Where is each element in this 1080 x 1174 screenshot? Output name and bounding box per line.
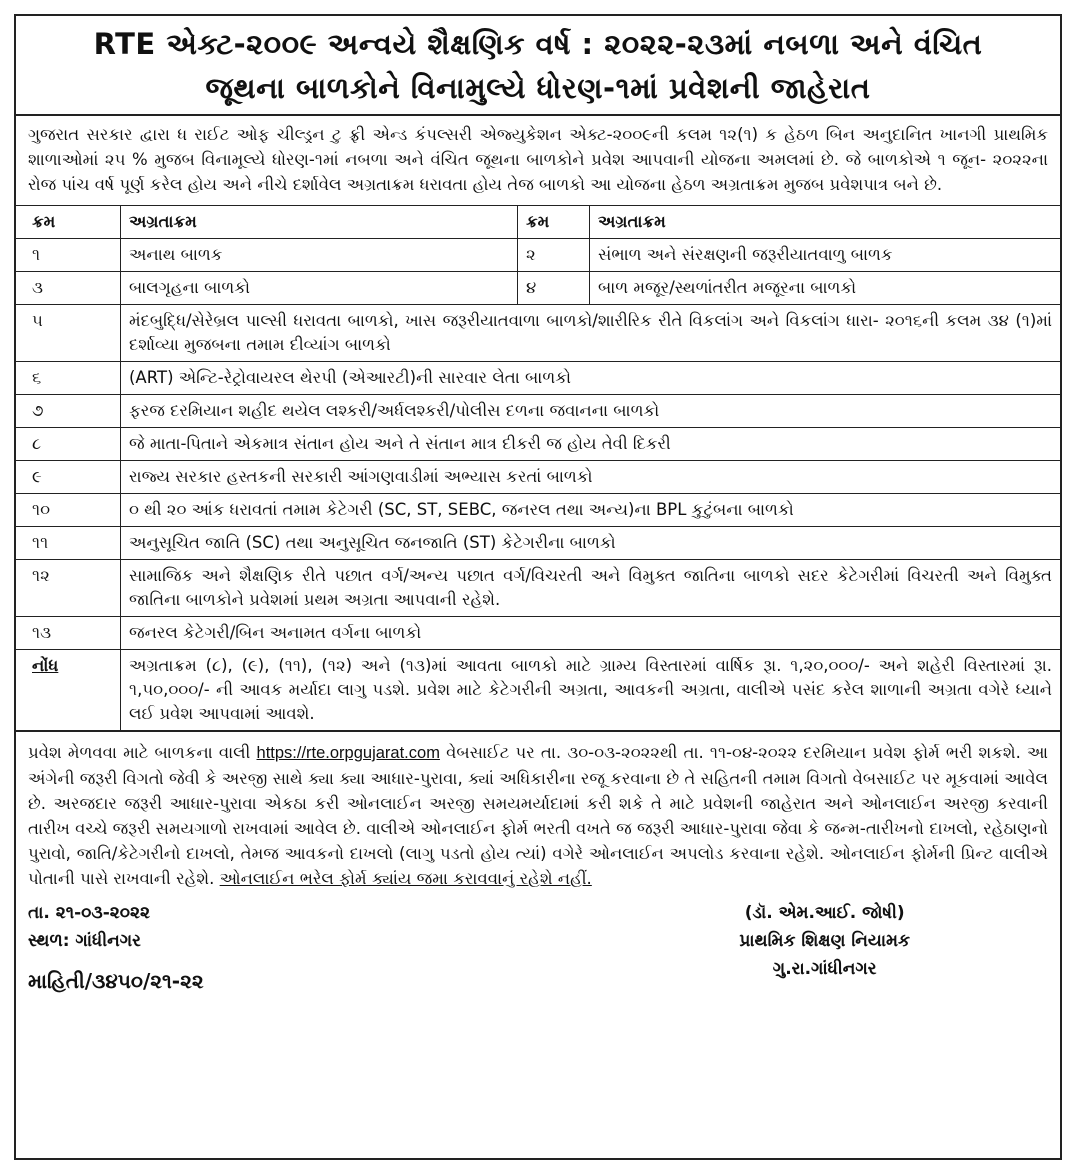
table-row xyxy=(16,560,1060,617)
table-row xyxy=(16,272,1060,305)
footer xyxy=(16,895,1060,993)
info-code: માહિતી/૩૪૫૦/૨૧-૨૨ xyxy=(28,969,204,993)
header-no: ક્રમ xyxy=(16,206,121,239)
process-text-1: પ્રવેશ મેળવવા માટે બાળકના વાલી xyxy=(28,743,257,762)
row-text: જે માતા-પિતાને એકમાત્ર સંતાન હોય અને તે સંતાન માત્ર દીકરી જ હોય તેવી દિકરી xyxy=(121,428,1061,461)
row-no: ૧૧ xyxy=(16,527,121,560)
header-priority-2: અગ્રતાક્રમ xyxy=(590,206,1061,239)
row-text: બાળ મજૂર/સ્થળાંતરીત મજૂરના બાળકો xyxy=(590,272,1061,305)
title-line-1: RTE એક્ટ-૨૦૦૯ અન્વયે શૈક્ષણિક વર્ષ : ૨૦૨૨-૨૩માં નબળા અને વંચિત xyxy=(93,27,983,61)
table-row xyxy=(16,305,1060,362)
row-text: અનાથ બાળક xyxy=(121,239,518,272)
row-no: ૭ xyxy=(16,395,121,428)
date-text: તા. ૨૧-૦૩-૨૦૨૨ xyxy=(28,903,150,923)
signatory-office: ગુ.રા.ગાંધીનગર xyxy=(772,959,877,979)
row-no: ૮ xyxy=(16,428,121,461)
row-text: સંભાળ અને સંરક્ષણની જરૂરીયાતવાળુ બાળક xyxy=(590,239,1061,272)
row-no: ૨ xyxy=(518,239,590,272)
row-text: (ART) એન્ટિ-રેટ્રોવાયરલ થેરપી (એઆરટી)ની સારવાર લેતા બાળકો xyxy=(121,362,1061,395)
page-title xyxy=(16,16,1060,116)
place-text: સ્થળ: ગાંધીનગર xyxy=(28,931,141,951)
header-no-2: ક્રમ xyxy=(518,206,590,239)
row-no: ૧ xyxy=(16,239,121,272)
note-row xyxy=(16,650,1060,731)
row-text: ફરજ દરમિયાન શહીદ થયેલ લશ્કરી/અર્ધલશ્કરી/પોલીસ દળના જવાનના બાળકો xyxy=(121,395,1061,428)
row-text: સામાજિક અને શૈક્ષણિક રીતે પછાત વર્ગ/અન્ય પછાત વર્ગ/વિચરતી અને વિમુક્ત જાતિના બાળકો સદર કેટેગરીમાં વિચરતી અને વિમુક્ત જાતિના બાળકોને પ્રવેશમાં પ્રથમ અગ્રતા આપવાની રહેશે. xyxy=(121,560,1061,617)
table-header-row xyxy=(16,206,1060,239)
table-row xyxy=(16,362,1060,395)
footer-left xyxy=(28,899,204,995)
priority-table xyxy=(16,206,1060,731)
row-text: રાજ્ય સરકાર હસ્તકની સરકારી આંગણવાડીમાં અભ્યાસ કરતાં બાળકો xyxy=(121,461,1061,494)
row-text: બાલગૃહના બાળકો xyxy=(121,272,518,305)
row-text: મંદબુદ્ધિ/સેરેબ્રલ પાલ્સી ધરાવતા બાળકો, ખાસ જરૂરીયાતવાળા બાળકો/શારીરિક રીતે વિકલાંગ અને વિકલાંગ ધારા- ૨૦૧૬ની કલમ ૩૪ (૧)માં દર્શાવ્યા મુજબના તમામ દીવ્યાંગ બાળકો xyxy=(121,305,1061,362)
table-row xyxy=(16,395,1060,428)
process-underlined-note: ઓનલાઈન ભરેલ ફોર્મ ક્યાંય જમા કરાવવાનું રહેશે નહીં. xyxy=(219,869,592,888)
row-no: ૧૨ xyxy=(16,560,121,617)
table-row xyxy=(16,461,1060,494)
table-row xyxy=(16,527,1060,560)
signatory-designation: પ્રાથમિક શિક્ષણ નિયામક xyxy=(739,931,910,951)
header-priority: અગ્રતાક્રમ xyxy=(121,206,518,239)
application-process xyxy=(16,731,1060,895)
advertisement xyxy=(14,14,1062,1160)
row-no: ૩ xyxy=(16,272,121,305)
note-text: અગ્રતાક્રમ (૮), (૯), (૧૧), (૧૨) અને (૧૩)માં આવતા બાળકો માટે ગ્રામ્ય વિસ્તારમાં વાર્ષિક રૂા. ૧,૨૦,૦૦૦/- અને શહેરી વિસ્તારમાં રૂા. ૧,૫૦,૦૦૦/- ની આવક મર્યાદા લાગુ પડશે. પ્રવેશ માટે કેટેગરીની અગ્રતા, આવકની અગ્રતા, વાલીએ પસંદ કરેલ શાળાની અગ્રતા વગેરે ધ્યાને લઈ પ્રવેશ આપવામાં આવશે. xyxy=(121,650,1061,731)
row-no: ૧૦ xyxy=(16,494,121,527)
row-no: ૬ xyxy=(16,362,121,395)
website-link[interactable]: https://rte.orpgujarat.com xyxy=(256,744,440,762)
table-row xyxy=(16,428,1060,461)
table-row xyxy=(16,617,1060,650)
row-no: ૯ xyxy=(16,461,121,494)
row-no: ૫ xyxy=(16,305,121,362)
row-no: ૪ xyxy=(518,272,590,305)
row-text: જનરલ કેટેગરી/બિન અનામત વર્ગના બાળકો xyxy=(121,617,1061,650)
table-row xyxy=(16,494,1060,527)
row-text: અનુસૂચિત જાતિ (SC) તથા અનુસૂચિત જનજાતિ (ST) કેટેગરીના બાળકો xyxy=(121,527,1061,560)
table-row xyxy=(16,239,1060,272)
row-text: ૦ થી ૨૦ આંક ધરાવતાં તમામ કેટેગરી (SC, ST, SEBC, જનરલ તથા અન્ય)ના BPL કુટુંબના બાળકો xyxy=(121,494,1061,527)
signatory-name: (ડૉ. એમ.આઈ. જોષી) xyxy=(744,903,905,923)
process-text-2: વેબસાઈટ પર તા. ૩૦-૦૩-૨૦૨૨થી તા. ૧૧-૦૪-૨૦૨૨ દરમિયાન પ્રવેશ ફોર્મ ભરી શકશે. આ અંગેની જરૂરી વિગતો જેવી કે અરજી સાથે ક્યા ક્યા આધાર-પુરાવા, ક્યાં અધિકારીના રજૂ કરવાના છે તે સહિતની તમામ વિગતો વેબસાઈટ પર મૂકવામાં આવેલ છે. અરજદાર જરૂરી આધાર-પુરાવા એકઠા કરી ઓનલાઈન અરજી સમયમર્યાદામાં કરી શકે તે માટે પ્રવેશની જાહેરાત અને ઓનલાઈન અરજી કરવાની તારીખ વચ્ચે જરૂરી સમયગાળો રાખવામાં આવેલ છે. વાલીએ ઓનલાઈન ફોર્મ ભરતી વખતે જ જરૂરી આધાર-પુરાવા જેવા કે જન્મ-તારીખનો દાખલો, રહેઠાણનો પુરાવો, જાતિ/કેટેગરીનો દાખલો, તેમજ આવકનો દાખલો (લાગુ પડતો હોય ત્યાં) વગેરે ઓનલાઈન અપલોડ કરવાના રહેશે. ઓનલાઈન ફોર્મની પ્રિન્ટ વાલીએ પોતાની પાસે રાખવાની રહેશે. xyxy=(28,743,1048,888)
signature-block xyxy=(739,899,910,983)
title-line-2: જૂથના બાળકોને વિનામુલ્યે ધોરણ-૧માં પ્રવેશની જાહેરાત xyxy=(205,71,871,105)
row-no: ૧૩ xyxy=(16,617,121,650)
intro-paragraph: ગુજરાત સરકાર દ્વારા ધ રાઈટ ઓફ ચીલ્ડ્રન ટુ ફ્રી એન્ડ કંપલ્સરી એજ્યુકેશન એક્ટ-૨૦૦૯ની કલમ ૧૨(૧) ક હેઠળ બિન અનુદાનિત ખાનગી પ્રાથમિક શાળાઓમાં ૨૫ % મુજબ વિનામૂલ્યે ધોરણ-૧માં નબળા અને વંચિત જૂથના બાળકોને પ્રવેશ આપવાની યોજના અમલમાં છે. જે બાળકોએ ૧ જૂન- ૨૦૨૨ના રોજ પાંચ વર્ષ પૂર્ણ કરેલ હોય અને નીચે દર્શાવેલ અગ્રતાક્રમ ધરાવતા હોય તેજ બાળકો આ યોજના હેઠળ અગ્રતાક્રમ મુજબ પ્રવેશપાત્ર બને છે. xyxy=(16,116,1060,206)
note-label: નોંધ xyxy=(16,650,121,731)
